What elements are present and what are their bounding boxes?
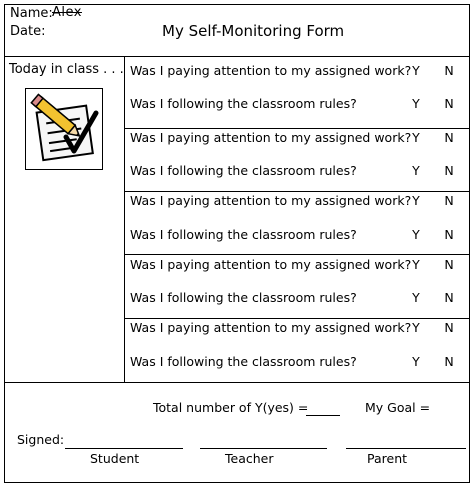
teacher-label: Teacher — [225, 451, 274, 466]
yes-option[interactable]: Y — [412, 290, 420, 305]
yes-option[interactable]: Y — [412, 320, 420, 335]
parent-label: Parent — [367, 451, 408, 466]
signed-label: Signed: — [17, 432, 65, 447]
rules-question: Was I following the classroom rules? — [130, 354, 357, 369]
rules-question: Was I following the classroom rules? — [130, 96, 357, 111]
no-option[interactable]: N — [444, 354, 454, 369]
yes-option[interactable]: Y — [412, 354, 420, 369]
no-option[interactable]: N — [444, 227, 454, 242]
goal-label: My Goal = — [365, 400, 431, 415]
no-option[interactable]: N — [444, 63, 454, 78]
attention-question: Was I paying attention to my assigned work? — [130, 63, 412, 78]
block-divider — [124, 254, 470, 255]
block-divider — [124, 128, 470, 129]
yes-option[interactable]: Y — [412, 257, 420, 272]
checklist-pencil-icon — [25, 88, 103, 170]
rules-question: Was I following the classroom rules? — [130, 227, 357, 242]
yes-option[interactable]: Y — [412, 96, 420, 111]
total-yes-label: Total number of Y(yes) = — [153, 400, 309, 415]
footer-divider — [4, 382, 470, 383]
date-label: Date: — [10, 24, 46, 39]
no-option[interactable]: N — [444, 290, 454, 305]
no-option[interactable]: N — [444, 320, 454, 335]
rules-question: Was I following the classroom rules? — [130, 290, 357, 305]
no-option[interactable]: N — [444, 130, 454, 145]
student-label: Student — [90, 451, 140, 466]
attention-question: Was I paying attention to my assigned work? — [130, 320, 412, 335]
yes-option[interactable]: Y — [412, 63, 420, 78]
header-divider — [4, 56, 470, 57]
yes-option[interactable]: Y — [412, 227, 420, 242]
no-option[interactable]: N — [444, 257, 454, 272]
yes-option[interactable]: Y — [412, 163, 420, 178]
column-divider — [124, 56, 125, 382]
no-option[interactable]: N — [444, 193, 454, 208]
block-divider — [124, 318, 470, 319]
yes-option[interactable]: Y — [412, 193, 420, 208]
attention-question: Was I paying attention to my assigned work? — [130, 257, 412, 272]
attention-question: Was I paying attention to my assigned work? — [130, 193, 412, 208]
no-option[interactable]: N — [444, 96, 454, 111]
attention-question: Was I paying attention to my assigned work? — [130, 130, 412, 145]
name-label: Name: — [10, 6, 53, 21]
no-option[interactable]: N — [444, 163, 454, 178]
block-divider — [124, 191, 470, 192]
today-in-class-label: Today in class . . . — [9, 62, 124, 77]
yes-option[interactable]: Y — [412, 130, 420, 145]
total-yes-field[interactable] — [306, 401, 340, 420]
name-value: Alex — [52, 5, 82, 20]
rules-question: Was I following the classroom rules? — [130, 163, 357, 178]
form-title: My Self-Monitoring Form — [162, 22, 345, 40]
